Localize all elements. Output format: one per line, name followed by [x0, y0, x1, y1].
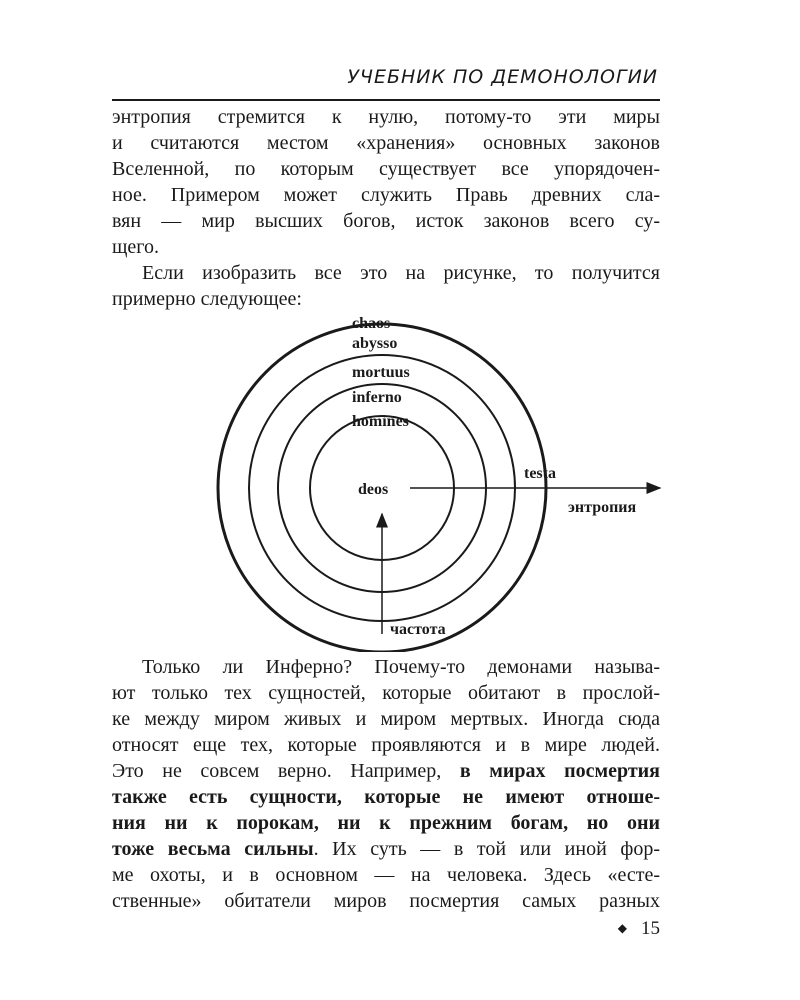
text-line-mixed	[112, 836, 660, 862]
running-head: УЧЕБНИК ПО ДЕМОНОЛОГИИ	[347, 66, 658, 88]
diagram-svg	[200, 312, 680, 652]
label-inferno: inferno	[352, 389, 402, 406]
label-frequency: частота	[390, 621, 446, 638]
text-line: относят еще тех, которые проявляются и в мире людей.	[112, 734, 660, 756]
header-rule	[112, 99, 660, 101]
text-line: щего.	[112, 236, 159, 258]
text-line: ме охоты, и в основном — на человека. Здесь «есте-	[112, 864, 660, 886]
text-bold: тоже весьма сильны	[112, 838, 314, 860]
text-line: вян — мир высших богов, исток законов всего су-	[112, 210, 660, 232]
text-bold: ния ни к порокам, ни к прежним богам, но они	[112, 812, 660, 834]
label-entropy: энтропия	[568, 499, 637, 516]
text-line	[112, 784, 660, 810]
diamond-icon: ◆	[617, 921, 627, 935]
text-line: ке между миром живых и миром мертвых. Иногда сюда	[112, 708, 660, 730]
text-bold: в мирах посмертия	[459, 760, 661, 782]
text-line: ное. Примером может служить Правь древних сла-	[112, 184, 660, 206]
label-chaos: chaos	[352, 315, 391, 332]
page-number: 15	[641, 918, 660, 939]
text-line: ственные» обитатели миров посмертия самых разных	[112, 890, 660, 912]
text-line	[112, 810, 660, 836]
text-line: примерно следующее:	[112, 288, 302, 310]
worlds-diagram	[200, 312, 680, 652]
label-abysso: abysso	[352, 335, 398, 352]
label-homines: homines	[352, 413, 409, 430]
paragraph-top	[112, 104, 660, 312]
paragraph-bottom	[112, 654, 660, 914]
page-footer	[618, 918, 660, 940]
label-testa: testa	[524, 465, 556, 482]
text-line: Вселенной, по которым существует все упорядочен-	[112, 158, 660, 180]
text-bold: также есть сущности, которые не имеют отноше-	[112, 786, 660, 808]
label-deos: deos	[358, 481, 389, 498]
text-line: Если изобразить все это на рисунке, то получится	[142, 262, 660, 284]
text-line: энтропия стремится к нулю, потому-то эти миры	[112, 106, 660, 128]
text-line: ют только тех сущностей, которые обитают в прослой-	[112, 682, 660, 704]
text-line-mixed	[112, 758, 660, 784]
text-line: и считаются местом «хранения» основных законов	[112, 132, 660, 154]
text-plain: . Их суть — в той или иной фор-	[313, 838, 661, 860]
text-line: Только ли Инферно? Почему-то демонами называ-	[142, 656, 660, 678]
label-mortuus: mortuus	[352, 364, 410, 381]
text-plain: Это не совсем верно. Например,	[112, 760, 442, 782]
